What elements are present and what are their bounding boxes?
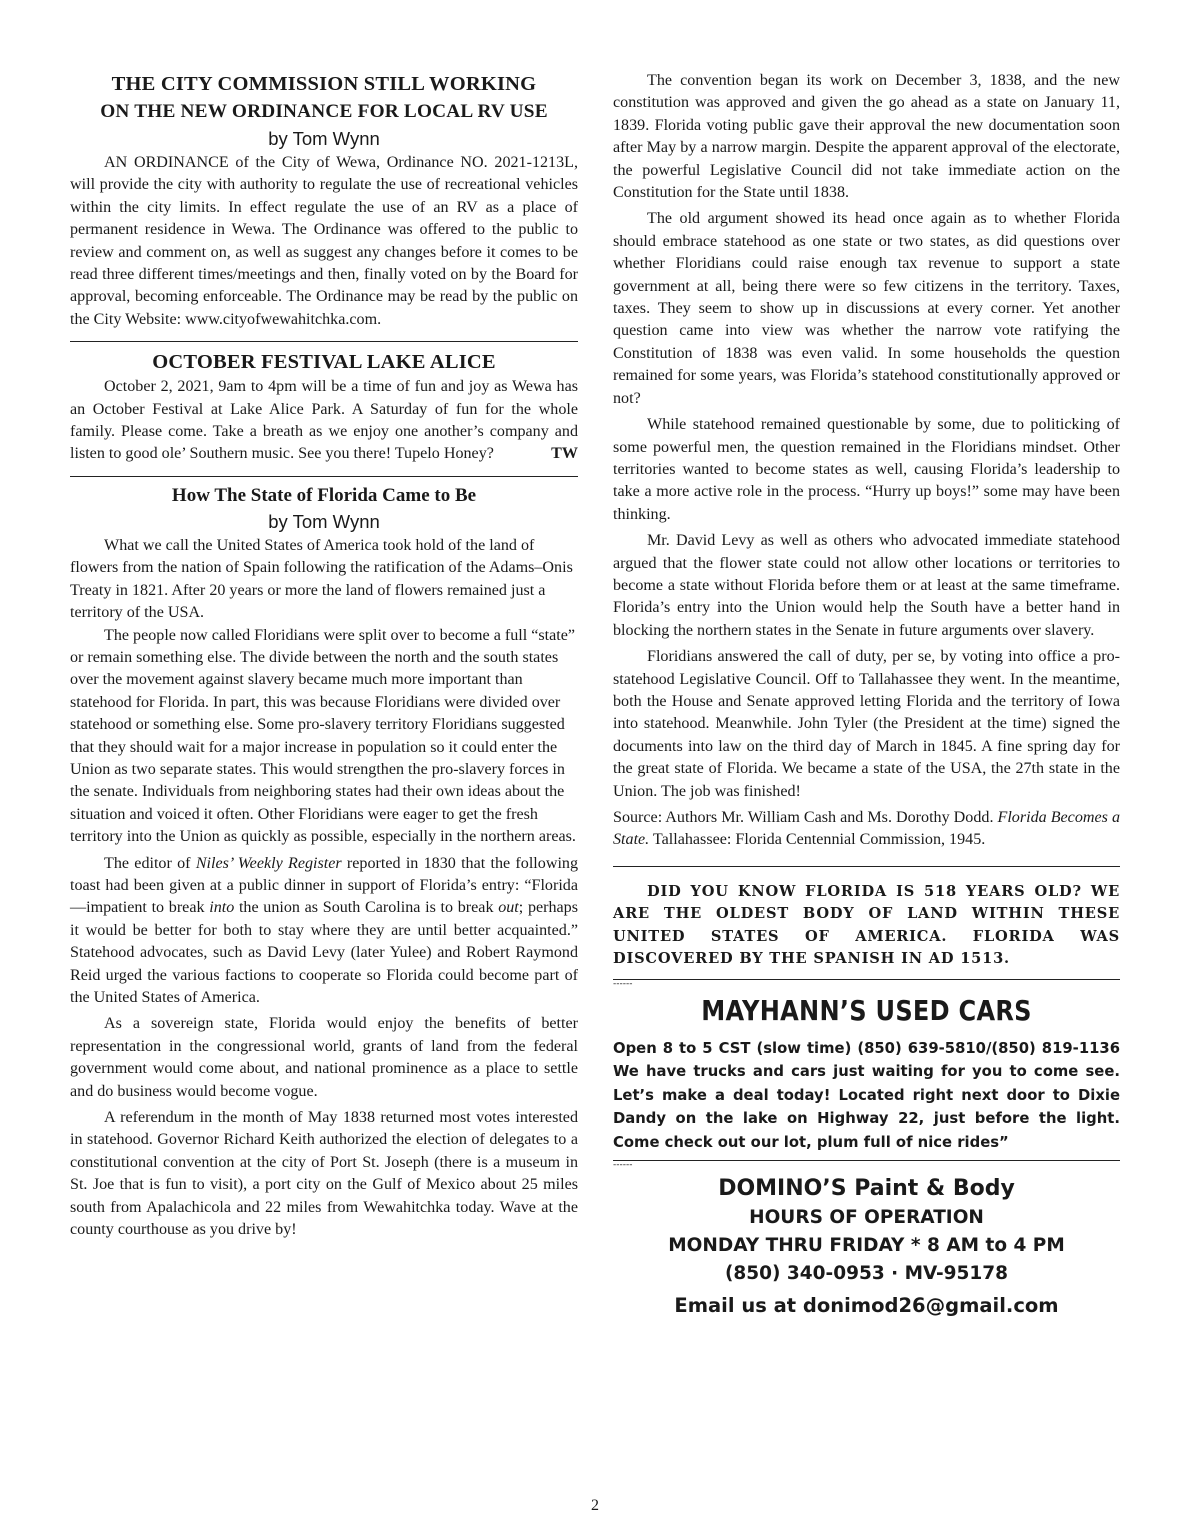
- page-number: 2: [591, 1497, 599, 1514]
- florida-paragraph-9: Mr. David Levy as well as others who advocated immediate statehood argued that the flower state could not allow other locations or territories to become a state without Florida before them or at least at the same timeframe. Florida’s entry into the Union would help the South have a better hand in blocking the northern states in the Senate in future arguments over slavery.: [613, 532, 1120, 639]
- dominos-title: DOMINO’S Paint & Body: [718, 1176, 1015, 1202]
- rv-article-title-line2: ON THE NEW ORDINANCE FOR LOCAL RV USE: [100, 101, 548, 122]
- florida-paragraph-6: The convention began its work on December 3, 1838, and the new constitution was approved and given the go ahead as a state on January 11, 1839. Florida voting public gave their approval the new documentation soon after May by a narrow margin. Despite the apparent approval of the electorate, the powerful Legislative Council did not take immediate action on the Constitution for the State until 1838.: [613, 72, 1120, 202]
- right-column: [613, 70, 1120, 1322]
- florida-p3-text-c: the union as South Carolina is to break: [234, 899, 499, 917]
- mayhanns-title: MAYHANN’S USED CARS: [701, 993, 1032, 1027]
- florida-paragraph-10: Floridians answered the call of duty, per se, by voting into office a pro-statehood Legislative Council. Off to Tallahassee they went. In the meantime, both the House and Senate approved letting Florida and the territory of Iowa into statehood. Meanwhile. John Tyler (the President at the time) signed the documents into law on the third day of March in 1845. A fine spring day for the great state of Florida. We became a state of the USA, the 27th state in the Union. The job was finished!: [613, 648, 1120, 800]
- article-october-festival: [70, 348, 578, 466]
- dominos-email: Email us at donimod26@gmail.com: [674, 1294, 1059, 1318]
- dashed-divider: ------: [613, 1160, 1120, 1168]
- dominos-hours: MONDAY THRU FRIDAY * 8 AM to 4 PM: [668, 1235, 1065, 1257]
- dominos-hours-heading: HOURS OF OPERATION: [749, 1207, 984, 1229]
- florida-article-title: How The State of Florida Came to Be: [171, 484, 477, 506]
- florida-paragraph-7: The old argument showed its head once again as to whether Florida should embrace statehood as one state or two states, as did questions over whether Floridians could raise enough tax revenue to support a state government at all, being there were so few citizens in the territory. Taxes, taxes. They seem to show up in discussions at every corner. Yet another question came into view was whether the narrow vote ratifying the Constitution of 1838 was even valid. In some households the question remained for some years, was Florida’s statehood constitutionally approved or not?: [613, 210, 1120, 407]
- florida-paragraph-5: A referendum in the month of May 1838 returned most votes interested in statehood. Governor Richard Keith authorized the election of delegates to a constitutional convention at the city of Port St. Joseph (there is a museum in St. Joe that is fun to visit), a port city on the Gulf of Mexico about 25 miles south from Apalachicola and 22 miles from Wewahitchka today. Wave at the county courthouse as you drive by!: [70, 1109, 578, 1239]
- rv-article-byline: by Tom Wynn: [268, 128, 380, 149]
- article-florida-history: [70, 483, 578, 1242]
- florida-p3-italic-into: into: [209, 899, 235, 917]
- rv-article-paragraph: AN ORDINANCE of the City of Wewa, Ordinance NO. 2021-1213L, will provide the city with authority to regulate the use of recreational vehicles within the city limits. In effect regulate the use of an RV as a place of permanent residence in Wewa. The Ordinance was offered to the public to review and comment on, as well as suggest any changes before it comes to be read three different times/meetings and then, finally voted on by the Board for approval, becoming enforceable. The Ordinance may be read by the public on the City Website: www.cityofwewahitchka.com.: [70, 154, 578, 328]
- article-rv-ordinance: [70, 70, 578, 331]
- source-book-title: Florida Becomes a State.: [613, 809, 1120, 849]
- festival-article-title: OCTOBER FESTIVAL LAKE ALICE: [152, 351, 496, 374]
- florida-p3-text-d: ; perhaps it would be better for both to stay where they are until better acquainted.” Statehood advocates, such as David Levy (later Yulee) and Robert Raymond Reid urged the various factions to cooperate so Florida could become part of the United States of America.: [70, 899, 578, 1006]
- florida-p3-italic-title: Niles’ Weekly Register: [195, 854, 342, 872]
- mayhanns-body: Open 8 to 5 CST (slow time) (850) 639-5810/(850) 819-1136 We have trucks and cars just waiting for you to come see. Let’s make a deal today! Located right next door to Dixie Dandy on the lake on Highway 22, just before the light. Come check out our lot, plum full of nice rides”: [613, 1039, 1120, 1151]
- source-text-b: Tallahassee: Florida Centennial Commission, 1945.: [649, 831, 986, 849]
- florida-p3-text-a: The editor of: [104, 854, 196, 872]
- florida-article-byline: by Tom Wynn: [268, 510, 380, 532]
- section-divider: [70, 341, 578, 342]
- left-column: [70, 70, 578, 1241]
- festival-article-text: October 2, 2021, 9am to 4pm will be a time of fun and joy as Wewa has an October Festival at Lake Alice Park. A Saturday of fun for the whole family. Please come. Take a breath as we enjoy one another’s company and listen to good ole’ Southern music. See you there! Tupelo Honey?: [70, 378, 578, 463]
- florida-paragraph-3: [70, 853, 578, 1010]
- did-you-know-box: DID YOU KNOW FLORIDA IS 518 YEARS OLD? WE ARE THE OLDEST BODY OF LAND WITHIN THESE UNITED STATES OF AMERICA. FLORIDA WAS DISCOVERED BY THE SPANISH IN AD 1513.: [613, 882, 1120, 968]
- festival-signature: TW: [551, 445, 578, 463]
- section-divider: [70, 476, 578, 477]
- ad-mayhanns-used-cars: [613, 993, 1120, 1155]
- ad-dominos-paint-body: [613, 1174, 1120, 1322]
- festival-article-paragraph: [70, 376, 578, 466]
- dominos-phone: (850) 340-0953 · MV-95178: [724, 1263, 1009, 1285]
- florida-p3-text-b: reported in 1830 that the following toast had been given at a public dinner in support of Florida’s entry: “Florida—impatient to break: [70, 854, 579, 917]
- florida-paragraph-8: While statehood remained questionable by some, due to politicking of some powerful men, the question remained in the Floridians mindset. Other territories wanted to become states as well, causing Florida’s leadership to take a more active role in the process. “Hurry up boys!” some may have been thinking.: [613, 416, 1120, 523]
- florida-paragraph-2: The people now called Floridians were split over to become a full “state” or remain something else. The divide between the north and the south states over the movement against slavery became much more important than statehood for Florida. In part, this was because Floridians were divided over statehood or something else. Some pro-slavery territory Floridians suggested that they should wait for a major increase in population so it could enter the Union as two separate states. This would strengthen the pro-slavery forces in the senate. Individuals from neighboring states had their own ideas about the situation and voiced it often. Other Floridians were eager to get the fresh territory into the Union as quickly as possible, especially in the northern areas.: [70, 626, 576, 846]
- section-divider: [613, 866, 1120, 867]
- dashed-divider: ------: [613, 979, 1120, 987]
- rv-article-title-line1: THE CITY COMMISSION STILL WORKING: [111, 73, 537, 95]
- florida-p3-italic-out: out: [498, 899, 519, 917]
- florida-paragraph-1: What we call the United States of America took hold of the land of flowers from the nation of Spain following the ratification of the Adams–Onis Treaty in 1821. After 20 years or more the land of flowers remained just a territory of the USA.: [70, 536, 573, 622]
- source-text-a: Source: Authors Mr. William Cash and Ms. Dorothy Dodd.: [613, 809, 998, 826]
- source-citation: [613, 807, 1120, 852]
- florida-paragraph-4: As a sovereign state, Florida would enjoy the benefits of better representation in the congressional world, grants of land from the federal government would come about, and national prominence as a place to settle and do business would become vogue.: [70, 1015, 578, 1100]
